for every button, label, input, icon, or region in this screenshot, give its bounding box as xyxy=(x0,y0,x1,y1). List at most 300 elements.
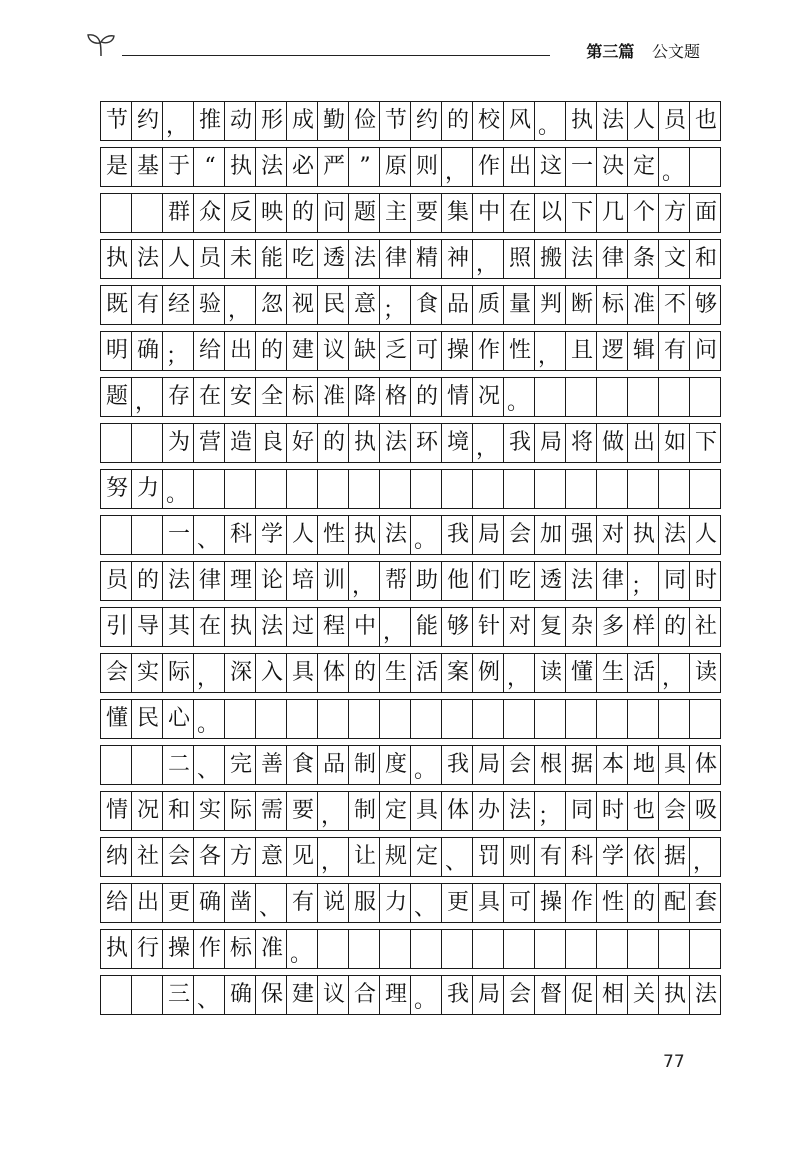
grid-char: 律 xyxy=(601,246,624,271)
grid-row xyxy=(101,147,721,187)
grid-char: 会 xyxy=(663,798,686,823)
grid-char: 据 xyxy=(570,752,593,777)
grid-cell xyxy=(565,929,597,969)
grid-char: 标 xyxy=(601,292,624,317)
grid-char: ； xyxy=(538,804,561,829)
grid-char: 的 xyxy=(415,384,438,409)
grid-char: 对 xyxy=(508,614,531,639)
grid-char: 凿 xyxy=(229,890,252,915)
grid-row xyxy=(101,837,721,877)
grid-char: 局 xyxy=(477,522,500,547)
grid-char: 将 xyxy=(570,430,593,455)
grid-char: 下 xyxy=(694,430,717,455)
grid-char: 也 xyxy=(694,108,717,133)
grid-row xyxy=(101,975,721,1015)
grid-char: 执 xyxy=(570,108,593,133)
grid-cell xyxy=(131,193,163,233)
grid-char: 好 xyxy=(291,430,314,455)
grid-char: 营 xyxy=(198,430,221,455)
grid-char: 同 xyxy=(570,798,593,823)
grid-char: 能 xyxy=(415,614,438,639)
grid-char: 则 xyxy=(415,154,438,179)
grid-cell xyxy=(596,469,628,509)
grid-char: 员 xyxy=(198,246,221,271)
grid-char: ， xyxy=(166,114,189,139)
grid-cell xyxy=(131,975,163,1015)
grid-char: 法 xyxy=(167,568,190,593)
grid-char: “ xyxy=(204,154,216,179)
grid-char: 民 xyxy=(136,706,159,731)
grid-char: 既 xyxy=(105,292,128,317)
grid-char: 更 xyxy=(446,890,469,915)
grid-char: 方 xyxy=(663,200,686,225)
grid-char: 据 xyxy=(663,844,686,869)
grid-char: 员 xyxy=(105,568,128,593)
grid-cell xyxy=(348,929,380,969)
grid-cell xyxy=(565,377,597,417)
grid-cell xyxy=(658,377,690,417)
grid-char: 视 xyxy=(291,292,314,317)
grid-char: ， xyxy=(383,620,406,645)
grid-char: 见 xyxy=(291,844,314,869)
grid-char: 安 xyxy=(229,384,252,409)
grid-char: 针 xyxy=(477,614,500,639)
grid-char: 风 xyxy=(508,108,531,133)
grid-row xyxy=(101,331,721,371)
grid-char: 全 xyxy=(260,384,283,409)
grid-char: 质 xyxy=(477,292,500,317)
grid-char: 有 xyxy=(663,338,686,363)
grid-char: 生 xyxy=(601,660,624,685)
grid-cell xyxy=(379,699,411,739)
grid-cell xyxy=(348,699,380,739)
grid-char: 法 xyxy=(384,430,407,455)
grid-char: 律 xyxy=(384,246,407,271)
grid-char: 局 xyxy=(539,430,562,455)
grid-char: 是 xyxy=(105,154,128,179)
grid-char: 律 xyxy=(601,568,624,593)
grid-char: 定 xyxy=(415,844,438,869)
grid-char: 引 xyxy=(105,614,128,639)
grid-cell xyxy=(100,975,132,1015)
grid-char: 法 xyxy=(260,154,283,179)
grid-char: 神 xyxy=(446,246,469,271)
grid-char: ” xyxy=(359,154,371,179)
grid-char: 执 xyxy=(105,246,128,271)
grid-char: 况 xyxy=(477,384,500,409)
grid-char: 条 xyxy=(632,246,655,271)
grid-cell xyxy=(255,699,287,739)
grid-char: 会 xyxy=(508,752,531,777)
grid-char: 理 xyxy=(229,568,252,593)
grid-char: 中 xyxy=(353,614,376,639)
grid-char: 性 xyxy=(601,890,624,915)
grid-char: 约 xyxy=(415,108,438,133)
grid-char: 题 xyxy=(353,200,376,225)
grid-cell xyxy=(534,469,566,509)
grid-char: 其 xyxy=(167,614,190,639)
grid-char: 环 xyxy=(415,430,438,455)
grid-char: 样 xyxy=(632,614,655,639)
grid-char: 吃 xyxy=(508,568,531,593)
grid-char: ， xyxy=(135,390,158,415)
grid-char: 懂 xyxy=(105,706,128,731)
grid-char: 降 xyxy=(353,384,376,409)
grid-char: 人 xyxy=(291,522,314,547)
grid-char: 。 xyxy=(414,758,437,783)
grid-char: 。 xyxy=(507,390,530,415)
grid-cell xyxy=(689,377,721,417)
grid-char: 可 xyxy=(415,338,438,363)
grid-cell xyxy=(100,745,132,785)
grid-char: 规 xyxy=(384,844,407,869)
grid-char: ， xyxy=(476,436,499,461)
grid-char: 强 xyxy=(570,522,593,547)
grid-char: 的 xyxy=(632,890,655,915)
grid-char: 量 xyxy=(508,292,531,317)
grid-char: 际 xyxy=(229,798,252,823)
grid-char: 以 xyxy=(539,200,562,225)
grid-char: 合 xyxy=(353,982,376,1007)
grid-char: 决 xyxy=(601,154,624,179)
grid-char: ， xyxy=(352,574,375,599)
grid-char: 我 xyxy=(446,982,469,1007)
grid-cell xyxy=(317,699,349,739)
grid-char: 在 xyxy=(508,200,531,225)
grid-char: 性 xyxy=(508,338,531,363)
grid-char: 可 xyxy=(508,890,531,915)
grid-char: ， xyxy=(476,252,499,277)
grid-char: 罚 xyxy=(477,844,500,869)
grid-char: 会 xyxy=(508,522,531,547)
grid-char: 准 xyxy=(260,936,283,961)
grid-char: 善 xyxy=(260,752,283,777)
grid-char: 法 xyxy=(508,798,531,823)
grid-char: 理 xyxy=(384,982,407,1007)
grid-char: ， xyxy=(538,344,561,369)
grid-char: 给 xyxy=(198,338,221,363)
grid-char: 法 xyxy=(353,246,376,271)
grid-cell xyxy=(224,699,256,739)
grid-char: 关 xyxy=(632,982,655,1007)
grid-char: 人 xyxy=(632,108,655,133)
grid-char: ， xyxy=(445,160,468,185)
grid-cell xyxy=(627,699,659,739)
grid-char: 、 xyxy=(414,896,437,921)
grid-char: 在 xyxy=(198,384,221,409)
grid-char: 动 xyxy=(229,108,252,133)
grid-cell xyxy=(689,929,721,969)
grid-cell xyxy=(286,699,318,739)
grid-char: 套 xyxy=(694,890,717,915)
grid-char: 体 xyxy=(694,752,717,777)
grid-char: 忽 xyxy=(260,292,283,317)
grid-cell xyxy=(689,469,721,509)
grid-char: 际 xyxy=(167,660,190,685)
grid-char: 作 xyxy=(570,890,593,915)
grid-char: 食 xyxy=(415,292,438,317)
grid-char: 我 xyxy=(446,522,469,547)
grid-cell xyxy=(596,377,628,417)
grid-char: 良 xyxy=(260,430,283,455)
grid-char: 出 xyxy=(136,890,159,915)
grid-char: 这 xyxy=(539,154,562,179)
grid-char: 对 xyxy=(601,522,624,547)
grid-char: 透 xyxy=(322,246,345,271)
grid-char: 律 xyxy=(198,568,221,593)
grid-char: 搬 xyxy=(539,246,562,271)
grid-char: 生 xyxy=(384,660,407,685)
grid-char: 有 xyxy=(136,292,159,317)
grid-char: 问 xyxy=(694,338,717,363)
grid-char: 他 xyxy=(446,568,469,593)
grid-char: 具 xyxy=(291,660,314,685)
grid-char: 体 xyxy=(322,660,345,685)
grid-char: 众 xyxy=(198,200,221,225)
grid-char: 集 xyxy=(446,200,469,225)
grid-char: 局 xyxy=(477,752,500,777)
grid-char: 案 xyxy=(446,660,469,685)
grid-row xyxy=(101,239,721,279)
grid-cell xyxy=(410,929,442,969)
grid-row xyxy=(101,607,721,647)
grid-char: 情 xyxy=(105,798,128,823)
grid-char: 映 xyxy=(260,200,283,225)
grid-char: 乏 xyxy=(384,338,407,363)
grid-char: 会 xyxy=(105,660,128,685)
grid-char: 问 xyxy=(322,200,345,225)
grid-char: 我 xyxy=(446,752,469,777)
grid-char: 能 xyxy=(260,246,283,271)
grid-char: 法 xyxy=(260,614,283,639)
grid-cell xyxy=(131,423,163,463)
grid-char: 心 xyxy=(167,706,190,731)
grid-char: 会 xyxy=(167,844,190,869)
grid-char: 执 xyxy=(353,522,376,547)
grid-cell xyxy=(472,929,504,969)
grid-row xyxy=(101,883,721,923)
grid-char: 学 xyxy=(601,844,624,869)
grid-cell xyxy=(596,699,628,739)
grid-char: 各 xyxy=(198,844,221,869)
grid-char: ， xyxy=(228,298,251,323)
grid-char: 明 xyxy=(105,338,128,363)
grid-char: 社 xyxy=(136,844,159,869)
grid-char: 照 xyxy=(508,246,531,271)
grid-char: 吸 xyxy=(694,798,717,823)
grid-char: 加 xyxy=(539,522,562,547)
grid-char: 培 xyxy=(291,568,314,593)
grid-cell xyxy=(472,469,504,509)
grid-char: 懂 xyxy=(570,660,593,685)
grid-char: 校 xyxy=(477,108,500,133)
grid-char: 需 xyxy=(260,798,283,823)
grid-char: 约 xyxy=(136,108,159,133)
grid-char: 议 xyxy=(322,982,345,1007)
grid-row xyxy=(101,745,721,785)
grid-char: 复 xyxy=(539,614,562,639)
grid-char: 执 xyxy=(632,522,655,547)
grid-char: 法 xyxy=(663,522,686,547)
grid-char: 执 xyxy=(105,936,128,961)
grid-char: 人 xyxy=(167,246,190,271)
grid-cell xyxy=(534,377,566,417)
grid-char: ， xyxy=(507,666,530,691)
grid-char: 实 xyxy=(136,660,159,685)
grid-char: 的 xyxy=(353,660,376,685)
grid-cell xyxy=(503,469,535,509)
grid-char: 过 xyxy=(291,614,314,639)
grid-cell xyxy=(348,469,380,509)
grid-char: 配 xyxy=(663,890,686,915)
grid-char: 相 xyxy=(601,982,624,1007)
page-number: 77 xyxy=(663,1052,685,1072)
grid-char: 严 xyxy=(322,154,345,179)
grid-char: 造 xyxy=(229,430,252,455)
grid-char: 也 xyxy=(632,798,655,823)
grid-char: 下 xyxy=(570,200,593,225)
grid-char: 出 xyxy=(632,430,655,455)
grid-char: 二 xyxy=(167,752,190,777)
grid-char: 操 xyxy=(446,338,469,363)
grid-cell xyxy=(534,929,566,969)
grid-cell xyxy=(627,929,659,969)
grid-char: 。 xyxy=(197,712,220,737)
grid-cell xyxy=(658,929,690,969)
grid-row xyxy=(101,561,721,601)
grid-char: 的 xyxy=(663,614,686,639)
grid-cell xyxy=(100,423,132,463)
grid-char: 建 xyxy=(291,338,314,363)
grid-char: 活 xyxy=(415,660,438,685)
grid-cell xyxy=(472,699,504,739)
grid-char: 办 xyxy=(477,798,500,823)
grid-char: 社 xyxy=(694,614,717,639)
grid-char: 作 xyxy=(477,338,500,363)
grid-char: 法 xyxy=(136,246,159,271)
grid-char: 例 xyxy=(477,660,500,685)
grid-char: 具 xyxy=(415,798,438,823)
grid-char: 本 xyxy=(601,752,624,777)
grid-char: 制 xyxy=(353,798,376,823)
grid-char: 出 xyxy=(229,338,252,363)
grid-char: 情 xyxy=(446,384,469,409)
grid-char: 、 xyxy=(197,528,220,553)
grid-char: 透 xyxy=(539,568,562,593)
grid-char: 够 xyxy=(446,614,469,639)
grid-char: 中 xyxy=(477,200,500,225)
grid-cell xyxy=(131,745,163,785)
grid-char: 的 xyxy=(446,108,469,133)
grid-char: 们 xyxy=(477,568,500,593)
grid-char: 活 xyxy=(632,660,655,685)
grid-char: 做 xyxy=(601,430,624,455)
grid-cell xyxy=(658,469,690,509)
grid-char: 主 xyxy=(384,200,407,225)
grid-char: 逻 xyxy=(601,338,624,363)
grid-char: 意 xyxy=(353,292,376,317)
grid-char: 议 xyxy=(322,338,345,363)
grid-char: 反 xyxy=(229,200,252,225)
grid-cell xyxy=(658,699,690,739)
grid-char: 的 xyxy=(260,338,283,363)
grid-char: 法 xyxy=(570,568,593,593)
grid-char: 纳 xyxy=(105,844,128,869)
grid-row xyxy=(101,929,721,969)
grid-char: 民 xyxy=(322,292,345,317)
grid-char: 如 xyxy=(663,430,686,455)
grid-char: 性 xyxy=(322,522,345,547)
grid-char: 几 xyxy=(601,200,624,225)
grid-char: 标 xyxy=(229,936,252,961)
grid-char: ， xyxy=(197,666,220,691)
grid-char: 于 xyxy=(167,154,190,179)
grid-char: 建 xyxy=(291,982,314,1007)
grid-char: 一 xyxy=(570,154,593,179)
grid-char: 节 xyxy=(105,108,128,133)
grid-char: 多 xyxy=(601,614,624,639)
grid-char: 督 xyxy=(539,982,562,1007)
grid-char: 。 xyxy=(414,988,437,1013)
grid-char: 。 xyxy=(290,942,313,967)
grid-char: 推 xyxy=(198,108,221,133)
grid-char: 读 xyxy=(539,660,562,685)
grid-char: 出 xyxy=(508,154,531,179)
grid-row xyxy=(101,101,721,141)
grid-char: 存 xyxy=(167,384,190,409)
grid-char: 吃 xyxy=(291,246,314,271)
grid-char: 执 xyxy=(229,614,252,639)
grid-cell xyxy=(410,699,442,739)
grid-char: 导 xyxy=(136,614,159,639)
grid-cell xyxy=(596,929,628,969)
grid-char: 训 xyxy=(322,568,345,593)
grid-char: 经 xyxy=(167,292,190,317)
grid-char: 定 xyxy=(632,154,655,179)
grid-char: ； xyxy=(383,298,406,323)
grid-char: 依 xyxy=(632,844,655,869)
grid-cell xyxy=(441,699,473,739)
grid-char: 操 xyxy=(167,936,190,961)
grid-char: 操 xyxy=(539,890,562,915)
grid-char: 行 xyxy=(136,936,159,961)
grid-char: 时 xyxy=(694,568,717,593)
grid-char: 法 xyxy=(694,982,717,1007)
grid-char: 有 xyxy=(539,844,562,869)
grid-char: 法 xyxy=(384,522,407,547)
grid-char: 在 xyxy=(198,614,221,639)
grid-cell xyxy=(503,699,535,739)
grid-cell xyxy=(255,469,287,509)
grid-char: 科 xyxy=(570,844,593,869)
grid-cell xyxy=(503,929,535,969)
grid-char: 三 xyxy=(167,982,190,1007)
grid-char: 地 xyxy=(632,752,655,777)
grid-char: 。 xyxy=(538,114,561,139)
grid-char: 辑 xyxy=(632,338,655,363)
grid-char: ； xyxy=(166,344,189,369)
grid-char: 准 xyxy=(322,384,345,409)
grid-row xyxy=(101,791,721,831)
grid-char: 成 xyxy=(291,108,314,133)
grid-char: 服 xyxy=(353,890,376,915)
grid-char: 基 xyxy=(136,154,159,179)
grid-char: 且 xyxy=(570,338,593,363)
grid-row xyxy=(101,423,721,463)
grid-char: 法 xyxy=(570,246,593,271)
grid-row xyxy=(101,699,721,739)
grid-char: 题 xyxy=(105,384,128,409)
